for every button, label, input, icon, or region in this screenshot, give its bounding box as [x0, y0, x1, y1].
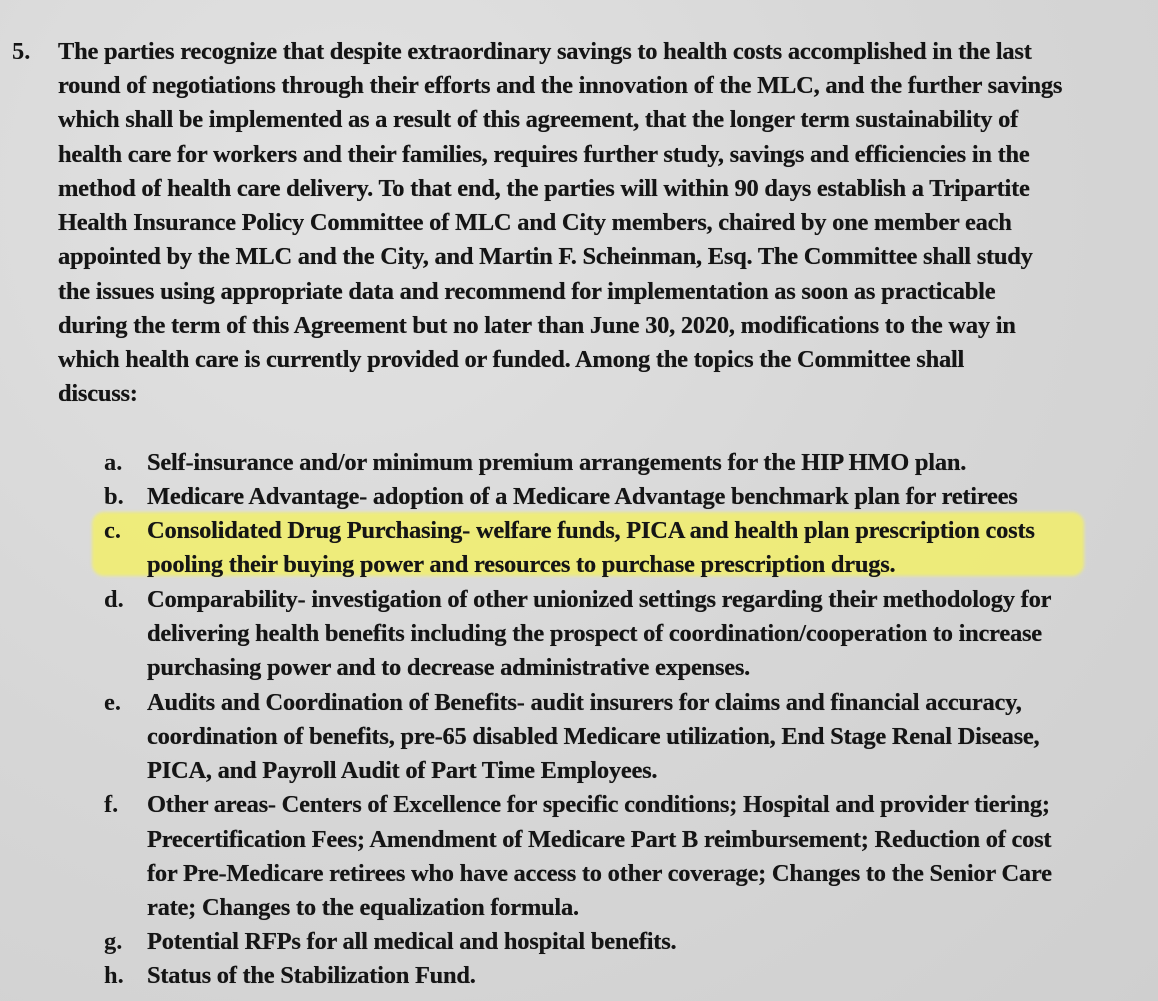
paragraph-line: method of health care delivery. To that end, the parties will within 90 days establish a Tripartite [58, 175, 1030, 202]
list-item-line: Precertification Fees; Amendment of Medicare Part B reimbursement; Reduction of cost [147, 826, 1052, 853]
list-item-line: Self-insurance and/or minimum premium arrangements for the HIP HMO plan. [147, 449, 967, 476]
list-item-line: Medicare Advantage- adoption of a Medicare Advantage benchmark plan for retirees [147, 483, 1018, 510]
paragraph-line: the issues using appropriate data and recommend for implementation as soon as practicable [58, 278, 996, 305]
list-item-line: Other areas- Centers of Excellence for specific conditions; Hospital and provider tiering; [147, 791, 1050, 818]
paragraph-line: Health Insurance Policy Committee of MLC and City members, chaired by one member each [58, 209, 1012, 236]
list-marker: b. [104, 483, 124, 510]
paragraph-line: during the term of this Agreement but no later than June 30, 2020, modifications to the way in [58, 312, 1016, 339]
paragraph-line: which health care is currently provided or funded. Among the topics the Committee shall [58, 346, 965, 373]
list-item-line: rate; Changes to the equalization formula. [147, 894, 579, 921]
list-marker: f. [104, 791, 119, 818]
list-marker: d. [104, 586, 124, 613]
list-marker: a. [104, 449, 123, 476]
paragraph-line: appointed by the MLC and the City, and Martin F. Scheinman, Esq. The Committee shall study [58, 243, 1033, 270]
list-item-line: Potential RFPs for all medical and hospital benefits. [147, 928, 677, 955]
paragraph-line: discuss: [58, 380, 138, 407]
paragraph-line: health care for workers and their families, requires further study, savings and efficiencies in the [58, 141, 1030, 168]
list-item-line: purchasing power and to decrease administrative expenses. [147, 654, 751, 681]
list-marker: e. [104, 689, 121, 716]
list-item-line-highlighted: pooling their buying power and resources to purchase prescription drugs. [147, 551, 896, 578]
list-item-line: PICA, and Payroll Audit of Part Time Employees. [147, 757, 658, 784]
paragraph-line: The parties recognize that despite extraordinary savings to health costs accomplished in the last [58, 38, 1032, 65]
list-marker: c. [104, 517, 121, 544]
list-item-line: Comparability- investigation of other unionized settings regarding their methodology for [147, 586, 1052, 613]
list-item-line: delivering health benefits including the prospect of coordination/cooperation to increase [147, 620, 1042, 647]
list-item-line: Status of the Stabilization Fund. [147, 962, 476, 989]
list-marker: g. [104, 928, 123, 955]
list-item-line: Audits and Coordination of Benefits- audit insurers for claims and financial accuracy, [147, 689, 1022, 716]
paragraph-line: round of negotiations through their efforts and the innovation of the MLC, and the further savings [58, 72, 1063, 99]
section-number: 5. [12, 38, 31, 65]
list-item-line: for Pre-Medicare retirees who have access to other coverage; Changes to the Senior Care [147, 860, 1052, 887]
list-item-line: coordination of benefits, pre-65 disabled Medicare utilization, End Stage Renal Disease, [147, 723, 1040, 750]
list-marker: h. [104, 962, 124, 989]
list-item-line-highlighted: Consolidated Drug Purchasing- welfare funds, PICA and health plan prescription costs [147, 517, 1035, 544]
paragraph-line: which shall be implemented as a result of this agreement, that the longer term sustainability of [58, 106, 1019, 133]
